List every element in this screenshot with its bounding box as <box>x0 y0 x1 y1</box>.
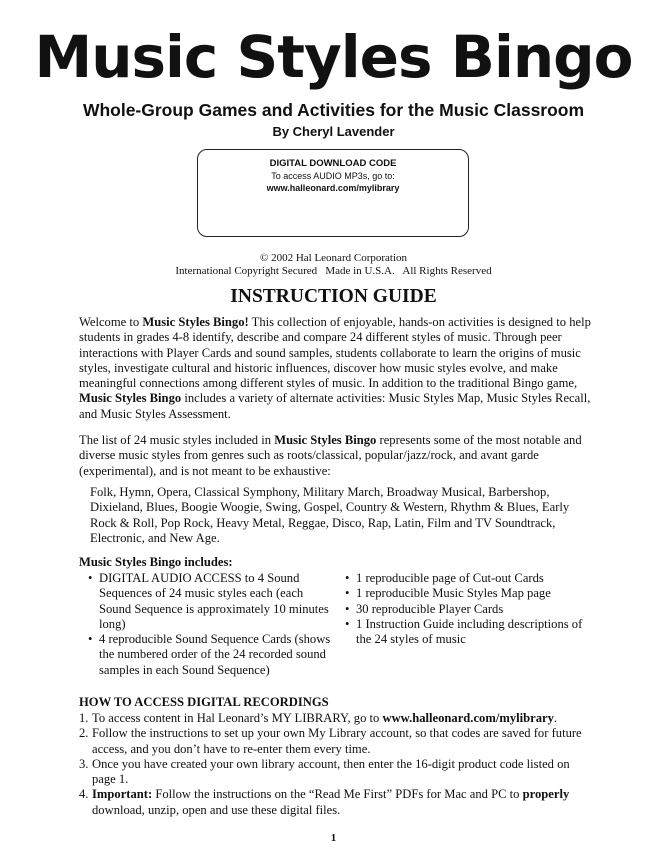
author-line: By Cheryl Lavender <box>272 124 395 139</box>
access-heading: HOW TO ACCESS DIGITAL RECORDINGS <box>79 695 329 709</box>
bold-text-run: Music Styles Bingo <box>79 391 182 406</box>
bold-text-run: Important: <box>92 787 153 802</box>
text-run: includes a variety of alternate activities: Music Styles Map, Music Styles Recall, and Music Styles Assessment. <box>79 391 591 421</box>
step-item <box>79 787 591 818</box>
section-heading: INSTRUCTION GUIDE <box>230 286 437 307</box>
text-run: . <box>553 711 558 725</box>
includes-title: Music Styles Bingo includes: <box>79 555 233 569</box>
text-run: Follow the instructions to set up your own My Library account, so that codes are saved for future access, and you don’t have to re-enter them every time. <box>92 726 582 756</box>
copyright-line-1: © 2002 Hal Leonard Corporation <box>259 252 408 264</box>
bold-text-run: properly <box>522 787 570 802</box>
step-number: 2. <box>79 726 89 741</box>
list-item: • DIGITAL AUDIO ACCESS to 4 Sound Sequences of 24 music styles each (each Sound Sequence is approximately 10 minutes long) <box>88 571 333 632</box>
bold-text-run: Music Styles Bingo! <box>142 315 249 329</box>
page-number: 1 <box>330 832 337 844</box>
step-item <box>79 726 591 757</box>
text-run: Follow the instructions on the “Read Me First” PDFs for Mac and PC to <box>152 787 523 802</box>
styles-list: Folk, Hymn, Opera, Classical Symphony, Military March, Broadway Musical, Barbershop, Dixieland, Blues, Boogie Woogie, Swing, Gospel, Country & Western, Rhythm & Blues, Early Rock & Roll, Pop Rock, Heavy Metal, Reggae, Disco, Rap, Latin, Film and TV Soundtrack, Electronic, and New Age. <box>90 485 570 545</box>
book-title: Music Styles Bingo <box>34 23 633 91</box>
list-item: • 1 Instruction Guide including descriptions of the 24 styles of music <box>345 617 585 648</box>
text-run: Welcome to <box>79 315 143 329</box>
step-item <box>79 757 591 788</box>
bold-text-run: www.halleonard.com/mylibrary <box>382 711 554 725</box>
text-run: To access content in Hal Leonard’s MY LIBRARY, go to <box>92 711 383 725</box>
download-code-box <box>197 149 469 237</box>
text-run: The list of 24 music styles included in <box>79 433 275 447</box>
includes-list-left <box>88 571 333 678</box>
list-item: • 30 reproducible Player Cards <box>345 602 585 617</box>
text-run: download, unzip, open and use these digital files. <box>92 802 341 817</box>
code-box-url: www.halleonard.com/mylibrary <box>266 183 400 193</box>
text-run: This collection of enjoyable, hands-on activities is designed to help students in grades 4-8 identify, describe and compare 24 different styles of music. Through peer interactions with Player Cards and sound samples, students collaborate to learn the origins of music styles, investigate cultural and historic influences, discover how music styles evolve, and make meaningful connections among different styles of music. In addition to the traditional Bingo game, <box>79 315 591 391</box>
text-run: represents some of the most notable and diverse music styles from genres such as roots/classical, popular/jazz/rock, and avant garde (experimental), and is not meant to be exhaustive: <box>79 433 582 478</box>
list-item: • 4 reproducible Sound Sequence Cards (shows the numbered order of the 24 recorded sound samples in each Sound Sequence) <box>88 632 333 678</box>
text-run: Once you have created your own library account, then enter the 16-digit product code listed on page 1. <box>92 756 570 787</box>
step-number: 1. <box>79 711 89 725</box>
copyright-line-2: International Copyright Secured Made in U.S.A. All Rights Reserved <box>175 265 492 277</box>
step-item <box>79 711 591 726</box>
step-number: 3. <box>79 756 89 771</box>
step-number: 4. <box>79 787 89 802</box>
access-steps <box>79 711 591 818</box>
code-box-instruction: To access AUDIO MP3s, go to: <box>271 171 395 181</box>
copyright-block <box>0 252 667 278</box>
bold-text-run: Music Styles Bingo <box>274 433 377 447</box>
styles-paragraph <box>79 433 591 479</box>
list-item: • 1 reproducible Music Styles Map page <box>345 586 585 601</box>
list-item: • 1 reproducible page of Cut-out Cards <box>345 571 585 586</box>
intro-paragraph <box>79 315 591 422</box>
book-subtitle: Whole-Group Games and Activities for the Music Classroom <box>82 100 585 120</box>
code-box-heading: DIGITAL DOWNLOAD CODE <box>269 158 397 169</box>
includes-list-right <box>345 571 585 647</box>
